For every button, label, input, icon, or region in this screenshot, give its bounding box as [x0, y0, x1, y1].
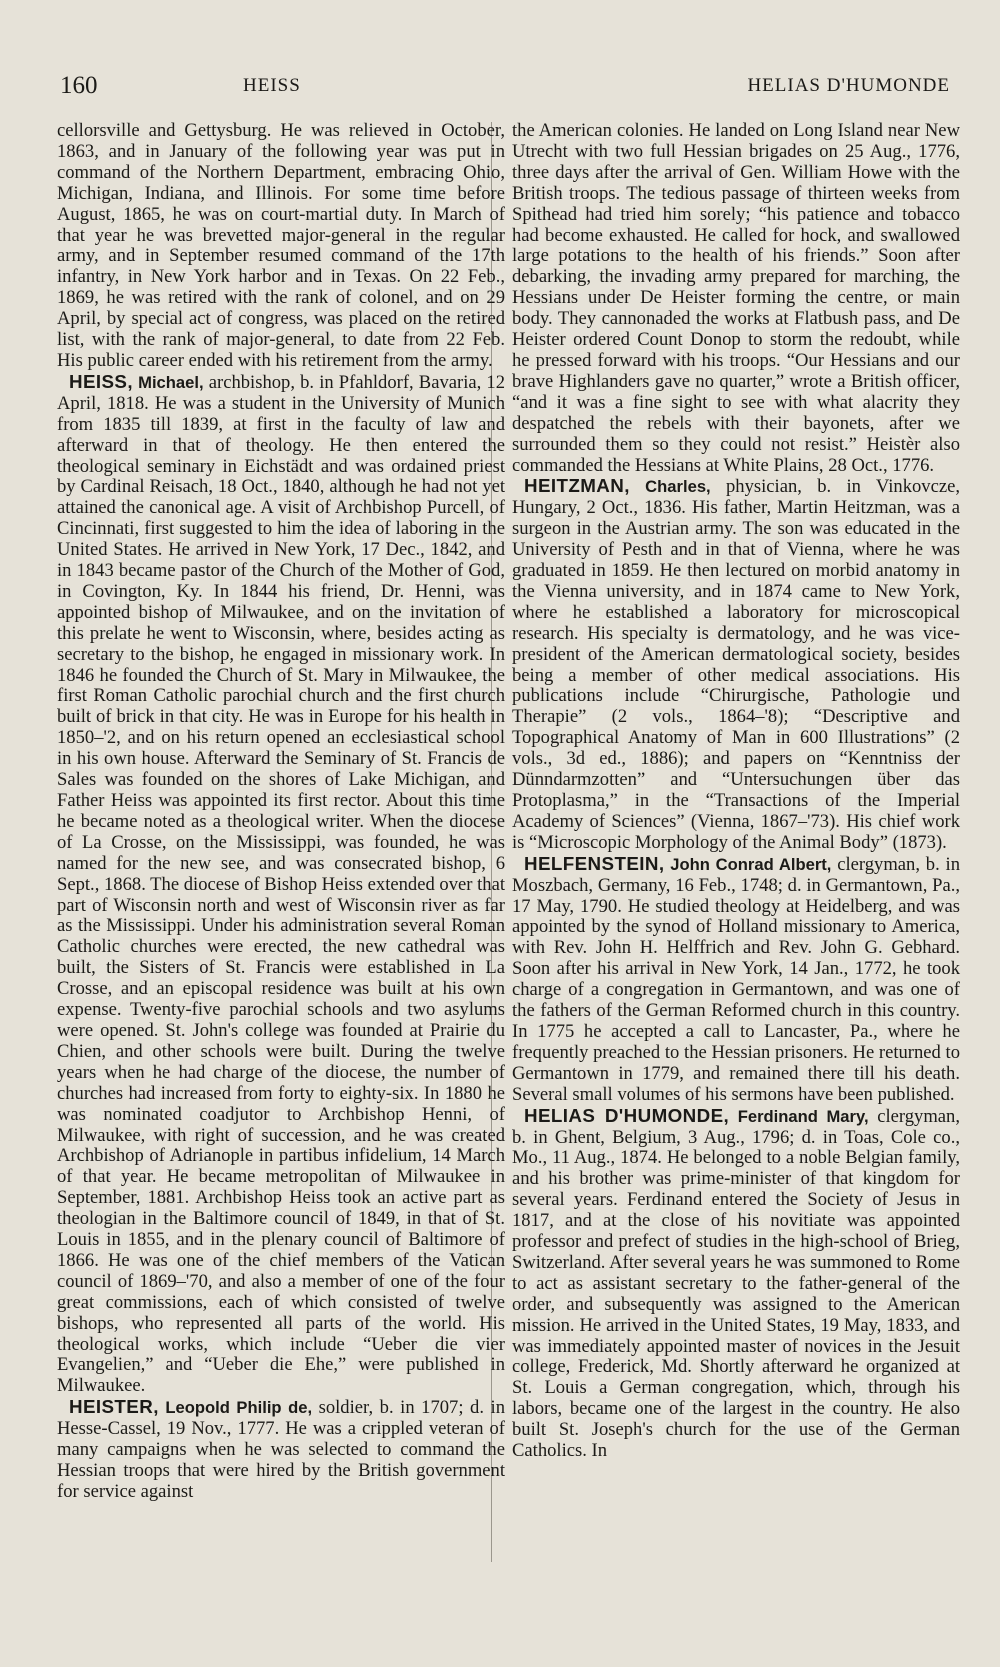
page-number: 160 [60, 72, 98, 99]
entry-text: clergyman, b. in Moszbach, Germany, 16 Feb., 1748; d. in Germantown, Pa., 17 May, 1790. He studied theology at Heidelberg, and was appointed by the synod of Holland missionary to America, with Rev. John H. Helffrich and Rev. John G. Gebhard. Soon after his arrival in New York, 14 Jan., 1772, he took charge of a congregation in Germantown, and was one of the fathers of the German Reformed church in this country. In 1775 he accepted a call to Lancaster, Pa., where he frequently preached to the Hessian prisoners. He returned to Germantown in 1779, and remained there till his death. Several small volumes of his sermons have been published. [512, 853, 960, 1105]
entry-surname: HEITZMAN, [524, 475, 630, 497]
entry-forenames: Charles, [645, 477, 711, 497]
continued-paragraph: cellorsville and Gettysburg. He was relieved in October, 1863, and in January of the following year was put in command of the Northern Department, embracing Ohio, Michigan, Indiana, and Illinois. For some time before August, 1865, he was on court-martial duty. In March of that year he was brevetted major-general in the regular army, and in September resumed command of the 17th infantry, in New York harbor and in Texas. On 22 Feb., 1869, he was retired with the rank of colonel, and on 29 April, by special act of congress, was placed on the retired list, with the rank of major-general, to date from 22 Feb. His public career ended with his retirement from the army. [57, 120, 505, 371]
running-head-right: HELIAS D'HUMONDE [747, 75, 950, 96]
entry-surname: HEISS, [69, 370, 133, 392]
entry-surname: HELFENSTEIN, [524, 852, 665, 874]
entry-surname: HEISTER, [69, 1396, 159, 1418]
entry-forenames: John Conrad Albert, [670, 854, 832, 874]
entry-surname: HELIAS D'HUMONDE, [524, 1104, 730, 1126]
running-head-left: HEISS [243, 75, 301, 96]
entry-forenames: Ferdinand Mary, [737, 1106, 869, 1126]
left-column [57, 121, 505, 1503]
entry-text: archbishop, b. in Pfahldorf, Bavaria, 12 April, 1818. He was a student in the University of Munich from 1835 till 1839, at first in the faculty of law and afterward in that of theology. He then entered the theological seminary in Eichstädt and was ordained priest by Cardinal Reisach, 18 Oct., 1840, although he had not yet attained the canonical age. A visit of Archbishop Purcell, of Cincinnati, first suggested to him the idea of laboring in the United States. He arrived in New York, 17 Dec., 1842, and in 1843 became pastor of the Church of the Mother of God, in Covington, Ky. In 1844 his friend, Dr. Henni, was appointed bishop of Milwaukee, and on the invitation of this prelate he went to Wisconsin, where, besides acting as secretary to the bishop, he engaged in missionary work. In 1846 he founded the Church of St. Mary in Milwaukee, the first Roman Catholic parochial church and the first church built of brick in that city. He was in Europe for his health in 1850–'2, and on his return opened an ecclesiastical school in his own house. Afterward the Seminary of St. Francis de Sales was founded on the shores of Lake Michigan, and Father Heiss was appointed its first rector. About this time he became noted as a theological writer. When the diocese of La Crosse, on the Mississippi, was founded, he was named for the new see, and was consecrated bishop, 6 Sept., 1868. The diocese of Bishop Heiss extended over that part of Wisconsin north and west of Wisconsin river as far as the Mississippi. Under his administration several Roman Catholic churches were erected, the new cathedral was built, the Sisters of St. Francis were established in La Crosse, and an episcopal residence was built at his own expense. Twenty-five parochial schools and two asylums were opened. St. John's college was founded at Prairie du Chien, and other schools were built. During the twelve years when he had charge of the diocese, the number of churches had increased from forty to eighty-six. In 1880 he was nominated coadjutor to Archbishop Henni, of Milwaukee, with right of succession, and he was created Archbishop of Adrianople in partibus infidelium, 14 March of that year. He became metropolitan of Milwaukee in September, 1881. Archbishop Heiss took an active part as theologian in the Baltimore council of 1849, in that of St. Louis in 1855, and in the plenary council of Baltimore of 1866. He was one of the chief members of the Vatican council of 1869–'70, and also a member of one of the four great commissions, each of which consisted of twelve bishops, who represented all parts of the world. His theological works, which include “Ueber die vier Evangelien,” and “Ueber die Ehe,” were published in Milwaukee. [57, 371, 505, 1397]
entry-helias-dhumonde [512, 1106, 960, 1462]
entry-heiss-michael [57, 372, 505, 1397]
entry-text: physician, b. in Vinkovcze, Hungary, 2 Oct., 1836. His father, Martin Heitzman, was a surgeon in the Austrian army. The son was educated in the University of Pesth and in that of Vienna, where he was graduated in 1859. He then lectured on morbid anatomy in the Vienna university, and in 1874 came to New York, where he established a laboratory for microscopical research. His specialty is dermatology, and he was vice-president of the American dermatological society, besides being a member of other medical associations. His publications include “Chirurgische, Pathologie und Therapie” (2 vols., 1864–'8); “Descriptive and Topographical Anatomy of Man in 600 Illustrations” (2 vols., 3d ed., 1886); and papers on “Kenntniss der Dünndarmzotten” and “Untersuchungen über das Protoplasma,” in the “Transactions of the Imperial Academy of Sciences” (Vienna, 1867–'73). His chief work is “Microscopic Morphology of the Animal Body” (1873). [512, 476, 960, 853]
entry-text: soldier, b. in 1707; d. in Hesse-Cassel, 19 Nov., 1777. He was a crippled veteran of many campaigns when he was selected to command the Hessian troops that were hired by the British government for service against [57, 1397, 506, 1502]
entry-forenames: Michael, [138, 372, 204, 392]
entry-heister-leopold [57, 1397, 505, 1503]
right-column [512, 121, 960, 1462]
page-header [60, 72, 950, 104]
continued-paragraph: the American colonies. He landed on Long Island near New Utrecht with two full Hessian brigades on 25 Aug., 1776, three days after the arrival of Gen. William Howe with the British troops. The tedious passage of thirteen weeks from Spithead had tried him sorely; “his patience and tobacco had become exhausted. He called for hock, and swallowed large potations to the health of his friends.” Soon after debarking, the invading army prepared for marching, the Hessians under De Heister forming the centre, or main body. They cannonaded the works at Flatbush pass, and De Heister ordered Count Donop to storm the redoubt, while he pressed forward with his troops. “Our Hessians and our brave Highlanders gave no quarter,” wrote a British officer, “and it was a fine sight to see with what alacrity they despatched the rebels with their bayonets, after we surrounded them so they could not resist.” Heistèr also commanded the Hessians at White Plains, 28 Oct., 1776. [512, 120, 960, 476]
entry-text: clergyman, b. in Ghent, Belgium, 3 Aug., 1796; d. in Toas, Cole co., Mo., 11 Aug., 1874. He belonged to a noble Belgian family, and his brother was prime-minister of that kingdom for several years. Ferdinand entered the Society of Jesus in 1817, and at the close of his novitiate was appointed professor and prefect of studies in the high-school of Brieg, Switzerland. After several years he was summoned to Rome to act as assistant secretary to the father-general of the order, and subsequently was assigned to the American mission. He arrived in the United States, 19 May, 1833, and was immediately appointed master of novices in the Jesuit college, Frederick, Md. Shortly afterward he organized at St. Louis a German congregation, which, through his labors, became one of the largest in the country. He also built St. Joseph's church for the use of the German Catholics. In [512, 1105, 960, 1462]
entry-heitzman-charles [512, 476, 960, 853]
entry-forenames: Leopold Philip de, [165, 1398, 313, 1418]
entry-helfenstein-john [512, 854, 960, 1106]
